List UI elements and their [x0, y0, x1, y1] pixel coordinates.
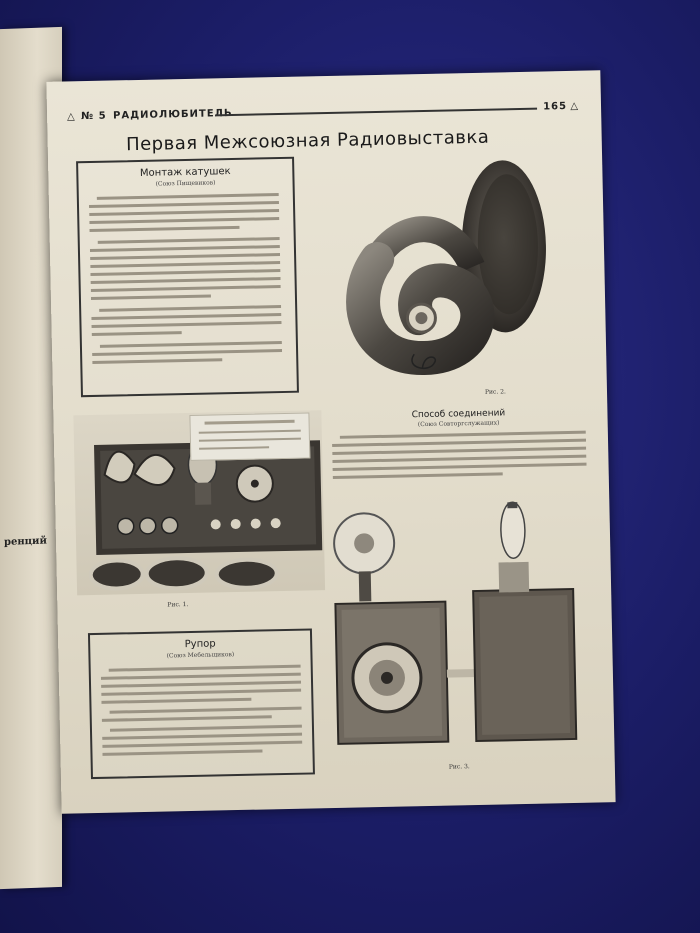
- article-connection-title: Способ соединений: [411, 408, 506, 421]
- amplifier-connection-illustration: [331, 489, 589, 764]
- article-horn-body: [91, 656, 313, 770]
- header-rule: [215, 108, 537, 117]
- page-title: Первая Межсоюзная Радиовыставка: [125, 126, 490, 156]
- article-coils: [76, 157, 299, 398]
- figure-2-horn-photo: [330, 155, 565, 388]
- horn-loudspeaker-illustration: [330, 155, 565, 388]
- article-coils-subtitle: (Союз Пищевиков): [155, 179, 216, 188]
- figure-1-caption: Рис. 1.: [167, 601, 189, 609]
- article-connection: [331, 407, 587, 487]
- figure-3-connection-photo: [331, 489, 589, 764]
- figure-2-caption: Рис. 2.: [484, 388, 506, 396]
- page-number: 165: [543, 100, 568, 113]
- issue-number: № 5: [81, 110, 107, 123]
- exhibit-label-text-lines: [195, 418, 306, 456]
- triangle-icon-right: △: [570, 100, 580, 112]
- running-head: [67, 101, 579, 126]
- article-horn-subtitle: (Союз Мебельщиков): [166, 651, 235, 660]
- left-page-heading: ренций: [4, 535, 47, 548]
- figure-3-caption: Рис. 3.: [448, 763, 470, 771]
- triangle-icon-left: △: [67, 111, 76, 123]
- article-connection-body: [332, 429, 587, 487]
- article-coils-body: [79, 185, 297, 368]
- magazine-page: [46, 70, 615, 813]
- article-horn-title: Рупор: [184, 638, 216, 651]
- article-coils-title: Монтаж катушек: [139, 166, 231, 179]
- article-horn-text-lines: [101, 663, 303, 767]
- article-connection-text-lines: [332, 429, 587, 484]
- article-horn: [88, 628, 315, 779]
- exhibit-label-card: [189, 412, 310, 461]
- magazine-name: РАДИОЛЮБИТЕЛЬ: [113, 107, 233, 122]
- article-connection-subtitle: (Союз Совторгслужащих): [417, 419, 500, 429]
- article-coils-text-lines: [89, 191, 283, 365]
